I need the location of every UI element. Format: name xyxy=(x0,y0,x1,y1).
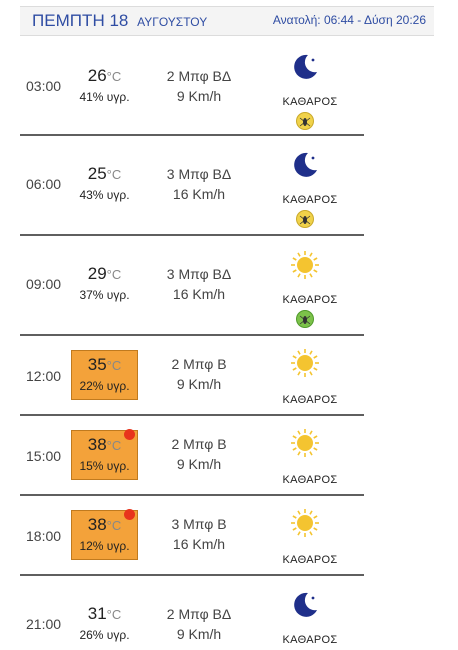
wind-info xyxy=(154,264,244,304)
forecast-row xyxy=(20,576,364,646)
wind-info xyxy=(154,66,244,106)
temperature-value: 38 xyxy=(87,435,107,454)
wind-info xyxy=(154,354,244,394)
sun-icon xyxy=(290,250,330,284)
humidity: 41% υγρ. xyxy=(79,90,130,104)
time-label: 21:00 xyxy=(26,616,62,632)
wind-speed: 16 Km/h xyxy=(172,186,226,202)
time-label: 09:00 xyxy=(26,276,62,292)
wind-info xyxy=(154,164,244,204)
time-label: 03:00 xyxy=(26,78,62,94)
temperature-unit: °C xyxy=(106,358,122,373)
humidity: 26% υγρ. xyxy=(79,628,130,642)
humidity: 15% υγρ. xyxy=(79,459,130,473)
wind-beaufort: 2 Μπφ Β xyxy=(171,356,227,372)
temperature-value: 26 xyxy=(87,66,107,85)
temperature-unit: °C xyxy=(106,69,122,84)
condition-label: ΚΑΘΑΡΟΣ xyxy=(282,294,338,306)
humidity: 12% υγρ. xyxy=(79,539,130,553)
wind-info xyxy=(154,514,244,554)
wind-beaufort: 3 Μπφ ΒΔ xyxy=(166,166,232,182)
wind-beaufort: 2 Μπφ ΒΔ xyxy=(166,68,232,84)
humidity: 37% υγρ. xyxy=(79,288,130,302)
sunrise-sunset: Ανατολή: 06:44 - Δύση 20:26 xyxy=(272,13,426,27)
time-label: 12:00 xyxy=(26,368,62,384)
condition-label: ΚΑΘΑΡΟΣ xyxy=(282,194,338,206)
moon-icon xyxy=(290,150,330,184)
mosquito-icon xyxy=(296,310,314,328)
forecast-list xyxy=(20,38,364,646)
temperature-unit: °C xyxy=(106,438,122,453)
temperature-box xyxy=(71,160,138,210)
temperature xyxy=(71,66,138,87)
mosquito-icon xyxy=(296,210,314,228)
wind-beaufort: 2 Μπφ ΒΔ xyxy=(166,606,232,622)
wind-beaufort: 3 Μπφ ΒΔ xyxy=(166,266,232,282)
day-title xyxy=(32,11,207,31)
wind-speed: 16 Km/h xyxy=(172,536,226,552)
moon-icon xyxy=(290,52,330,86)
forecast-row xyxy=(20,136,364,236)
wind-speed: 9 Km/h xyxy=(176,88,222,104)
forecast-row xyxy=(20,38,364,136)
temperature-unit: °C xyxy=(106,267,122,282)
forecast-row xyxy=(20,496,364,576)
temperature xyxy=(71,164,138,185)
temperature-box xyxy=(71,430,138,480)
condition-label: ΚΑΘΑΡΟΣ xyxy=(282,634,338,646)
wind-speed: 16 Km/h xyxy=(172,286,226,302)
moon-icon xyxy=(290,590,330,624)
time-label: 18:00 xyxy=(26,528,62,544)
month-label: ΑΥΓΟΥΣΤΟΥ xyxy=(137,15,208,29)
temperature-box xyxy=(71,350,138,400)
sun-icon xyxy=(290,348,330,382)
mosquito-icon xyxy=(296,112,314,130)
temperature-unit: °C xyxy=(106,518,122,533)
day-label: ΠΕΜΠΤΗ 18 xyxy=(32,11,129,30)
humidity: 22% υγρ. xyxy=(79,379,130,393)
temperature-value: 38 xyxy=(87,515,107,534)
wind-info xyxy=(154,604,244,644)
temperature-box xyxy=(71,62,138,112)
temperature xyxy=(71,604,138,625)
heat-alert-icon xyxy=(124,429,135,440)
temperature-box xyxy=(71,600,138,650)
sun-icon xyxy=(290,428,330,462)
temperature-unit: °C xyxy=(106,607,122,622)
wind-speed: 9 Km/h xyxy=(176,376,222,392)
temperature-box xyxy=(71,260,138,310)
time-label: 06:00 xyxy=(26,176,62,192)
condition-label: ΚΑΘΑΡΟΣ xyxy=(282,394,338,406)
time-label: 15:00 xyxy=(26,448,62,464)
temperature-unit: °C xyxy=(106,167,122,182)
wind-speed: 9 Km/h xyxy=(176,456,222,472)
wind-speed: 9 Km/h xyxy=(176,626,222,642)
temperature xyxy=(71,264,138,285)
condition-label: ΚΑΘΑΡΟΣ xyxy=(282,474,338,486)
temperature-value: 29 xyxy=(87,264,107,283)
forecast-row xyxy=(20,236,364,336)
temperature-value: 31 xyxy=(87,604,107,623)
temperature-value: 25 xyxy=(87,164,107,183)
temperature-value: 35 xyxy=(87,355,107,374)
temperature xyxy=(72,355,137,376)
wind-info xyxy=(154,434,244,474)
humidity: 43% υγρ. xyxy=(79,188,130,202)
forecast-row xyxy=(20,416,364,496)
sun-icon xyxy=(290,508,330,542)
condition-label: ΚΑΘΑΡΟΣ xyxy=(282,554,338,566)
condition-label: ΚΑΘΑΡΟΣ xyxy=(282,96,338,108)
heat-alert-icon xyxy=(124,509,135,520)
wind-beaufort: 3 Μπφ Β xyxy=(171,516,227,532)
day-header xyxy=(20,6,434,36)
temperature-box xyxy=(71,510,138,560)
forecast-row xyxy=(20,336,364,416)
wind-beaufort: 2 Μπφ Β xyxy=(171,436,227,452)
